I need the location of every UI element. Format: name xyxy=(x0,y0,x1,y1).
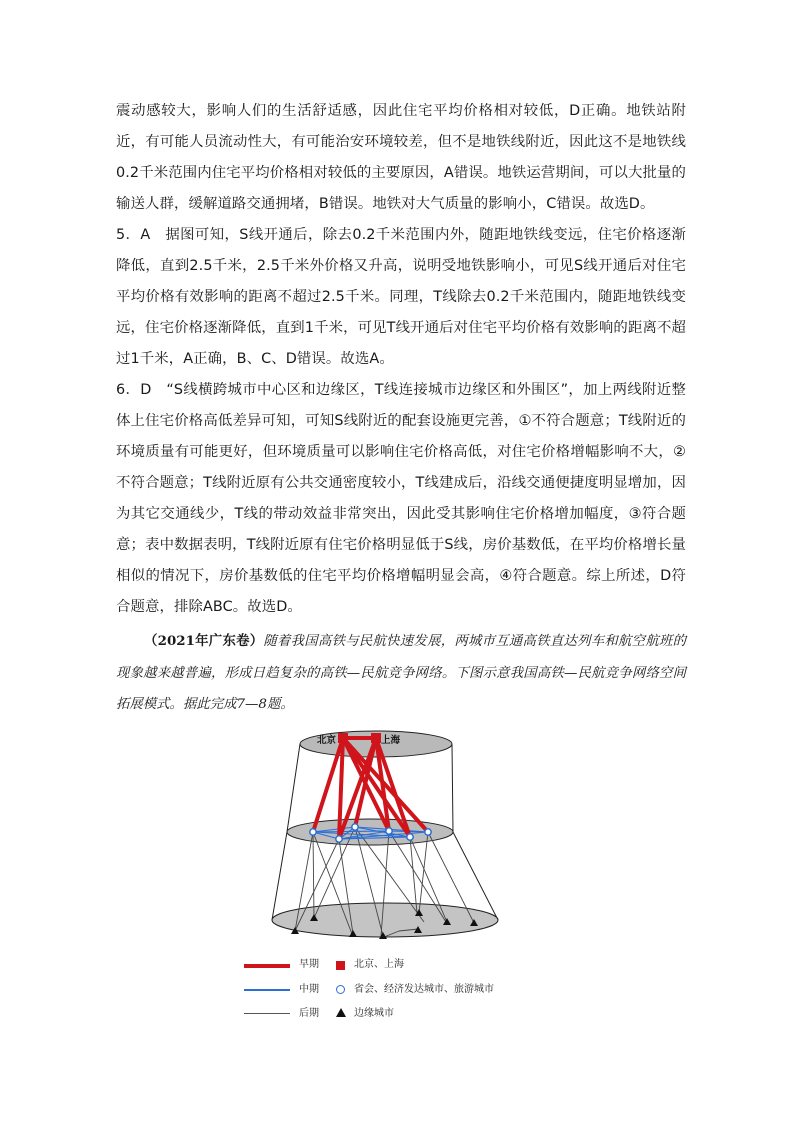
beijing-node xyxy=(338,733,348,743)
paragraph-answer-5: 5．A 据图可知，S线开通后，除去0.2千米范围内外，随距地铁线变远，住宅价格逐渐降低，直到2.5千米，2.5千米外价格又升高，说明受地铁影响小，可见S线开通后对住宅平均价格有效影响的距离不超过2.5千米。同理，T线除去0.2千米范围内，随距地铁线变远，住宅价格逐渐降低，直到1千米，可见T线开通后对住宅平均价格有效影响的距离不超过1千米，A正确，B、C、D错误。故选A。 xyxy=(116,227,686,367)
red-square-icon xyxy=(336,961,345,970)
paragraph-explanation-4: 震动感较大，影响人们的生活舒适感，因此住宅平均价格相对较低，D正确。地铁站附近，有可能人员流动性大，有可能治安环境较差，但不是地铁线附近，因此这不是地铁线0.2千米范围内住宅平均价格相对较低的主要原因，A错误。地铁运营期间，可以大批量的输送人群，缓解道路交通拥堵，B错误。地铁对大气质量的影响小，C错误。故选D。 xyxy=(116,103,686,212)
shanghai-label: 上海 xyxy=(381,735,401,746)
legend-desc-early: 北京、上海 xyxy=(354,959,404,970)
legend-line-late xyxy=(244,1013,290,1014)
legend-line-early xyxy=(244,964,290,968)
shanghai-node xyxy=(371,733,381,743)
legend-label-late: 后期 xyxy=(299,1008,319,1019)
black-triangle-icon xyxy=(336,1008,346,1017)
question-intro xyxy=(116,626,686,721)
paragraph-answer-6: 6．D “S线横跨城市中心区和边缘区，T线连接城市边缘区和外围区”，加上两线附近整体上住宅价格高低差异可知，可知S线附近的配套设施更完善，①不符合题意；T线附近的环境质量有可能更好，但环境质量可以影响住宅价格高低，对住宅价格增幅影响不大，②不符合题意；T线附近原有公共交通密度较小，T线建成后，沿线交通便捷度明显增加，因为其它交通线少，T线的带动效益非常突出，因此受其影响住宅价格增加幅度，③符合题意；表中数据表明，T线附近原有住宅价格明显低于S线，房价基数低，在平均价格增长量相似的情况下，房价基数低的住宅平均价格增幅明显会高，④符合题意。综上所述，D符合题意，排除ABC。故选D。 xyxy=(116,382,686,615)
legend-desc-middle: 省会、经济发达城市、旅游城市 xyxy=(354,984,494,995)
legend-line-middle xyxy=(244,989,290,991)
beijing-label: 北京 xyxy=(317,735,337,746)
answer-explanations xyxy=(116,96,686,623)
legend-label-middle: 中期 xyxy=(299,984,319,995)
exam-source-tag: （2021年广东卷） xyxy=(144,633,264,649)
blue-circle-icon xyxy=(336,985,345,994)
question-intro-text: 随着我国高铁与民航快速发展，两城市互通高铁直达列车和航空航班的现象越来越普遍，形成日趋复杂的高铁—民航竞争网络。下图示意我国高铁—民航竞争网络空间拓展模式。据此完成7—8题。 xyxy=(116,634,686,712)
legend-desc-late: 边缘城市 xyxy=(354,1008,394,1019)
legend-label-early: 早期 xyxy=(299,959,319,970)
